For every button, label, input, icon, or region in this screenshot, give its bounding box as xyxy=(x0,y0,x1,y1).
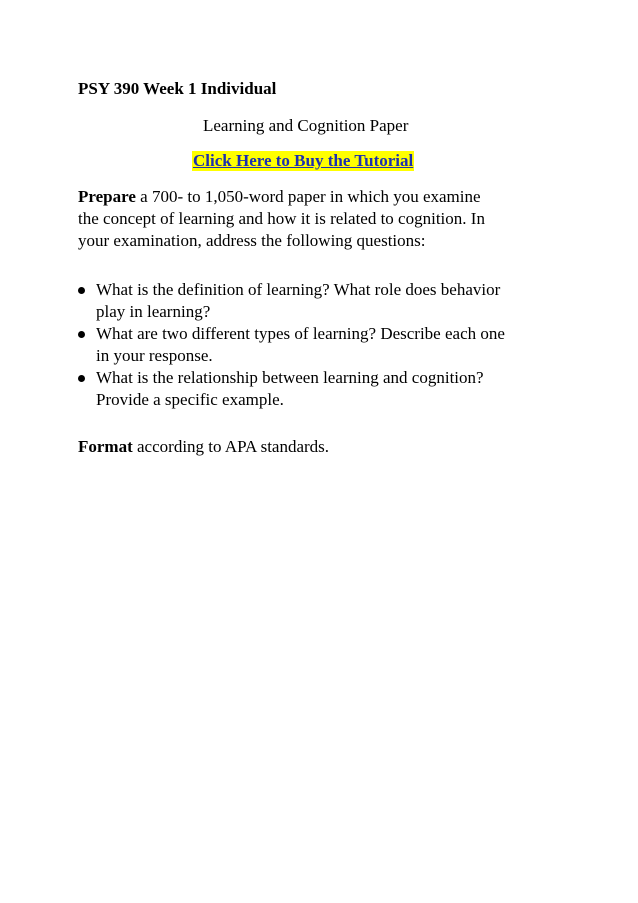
question-3-line-2: Provide a specific example. xyxy=(96,390,284,409)
bullet-icon xyxy=(78,375,85,382)
intro-paragraph xyxy=(78,186,558,252)
question-2-line-1: What are two different types of learning? Describe each one xyxy=(96,324,505,343)
questions-list xyxy=(78,279,578,411)
format-text: according to APA standards. xyxy=(132,437,330,456)
intro-line-1-text: a 700- to 1,050-word paper in which you examine xyxy=(135,187,481,206)
question-3-line-1: What is the relationship between learning and cognition? xyxy=(96,368,484,387)
intro-bold-word: Prepare xyxy=(78,187,136,206)
intro-line-2: the concept of learning and how it is related to cognition. In xyxy=(78,209,485,228)
intro-line-3: your examination, address the following questions: xyxy=(78,231,426,250)
document-subtitle: Learning and Cognition Paper xyxy=(203,116,409,135)
format-bold-word: Format xyxy=(78,437,133,456)
question-1-line-1: What is the definition of learning? What role does behavior xyxy=(96,280,501,299)
question-1-line-2: play in learning? xyxy=(96,302,211,321)
bullet-icon xyxy=(78,331,85,338)
document-heading: PSY 390 Week 1 Individual xyxy=(78,79,277,98)
format-line xyxy=(78,436,329,458)
buy-tutorial-link[interactable]: Click Here to Buy the Tutorial xyxy=(193,151,414,170)
bullet-icon xyxy=(78,287,85,294)
list-item xyxy=(78,367,578,411)
list-item xyxy=(78,323,578,367)
intro-line-1 xyxy=(78,186,558,208)
list-item xyxy=(78,279,578,323)
question-2-line-2: in your response. xyxy=(96,346,213,365)
